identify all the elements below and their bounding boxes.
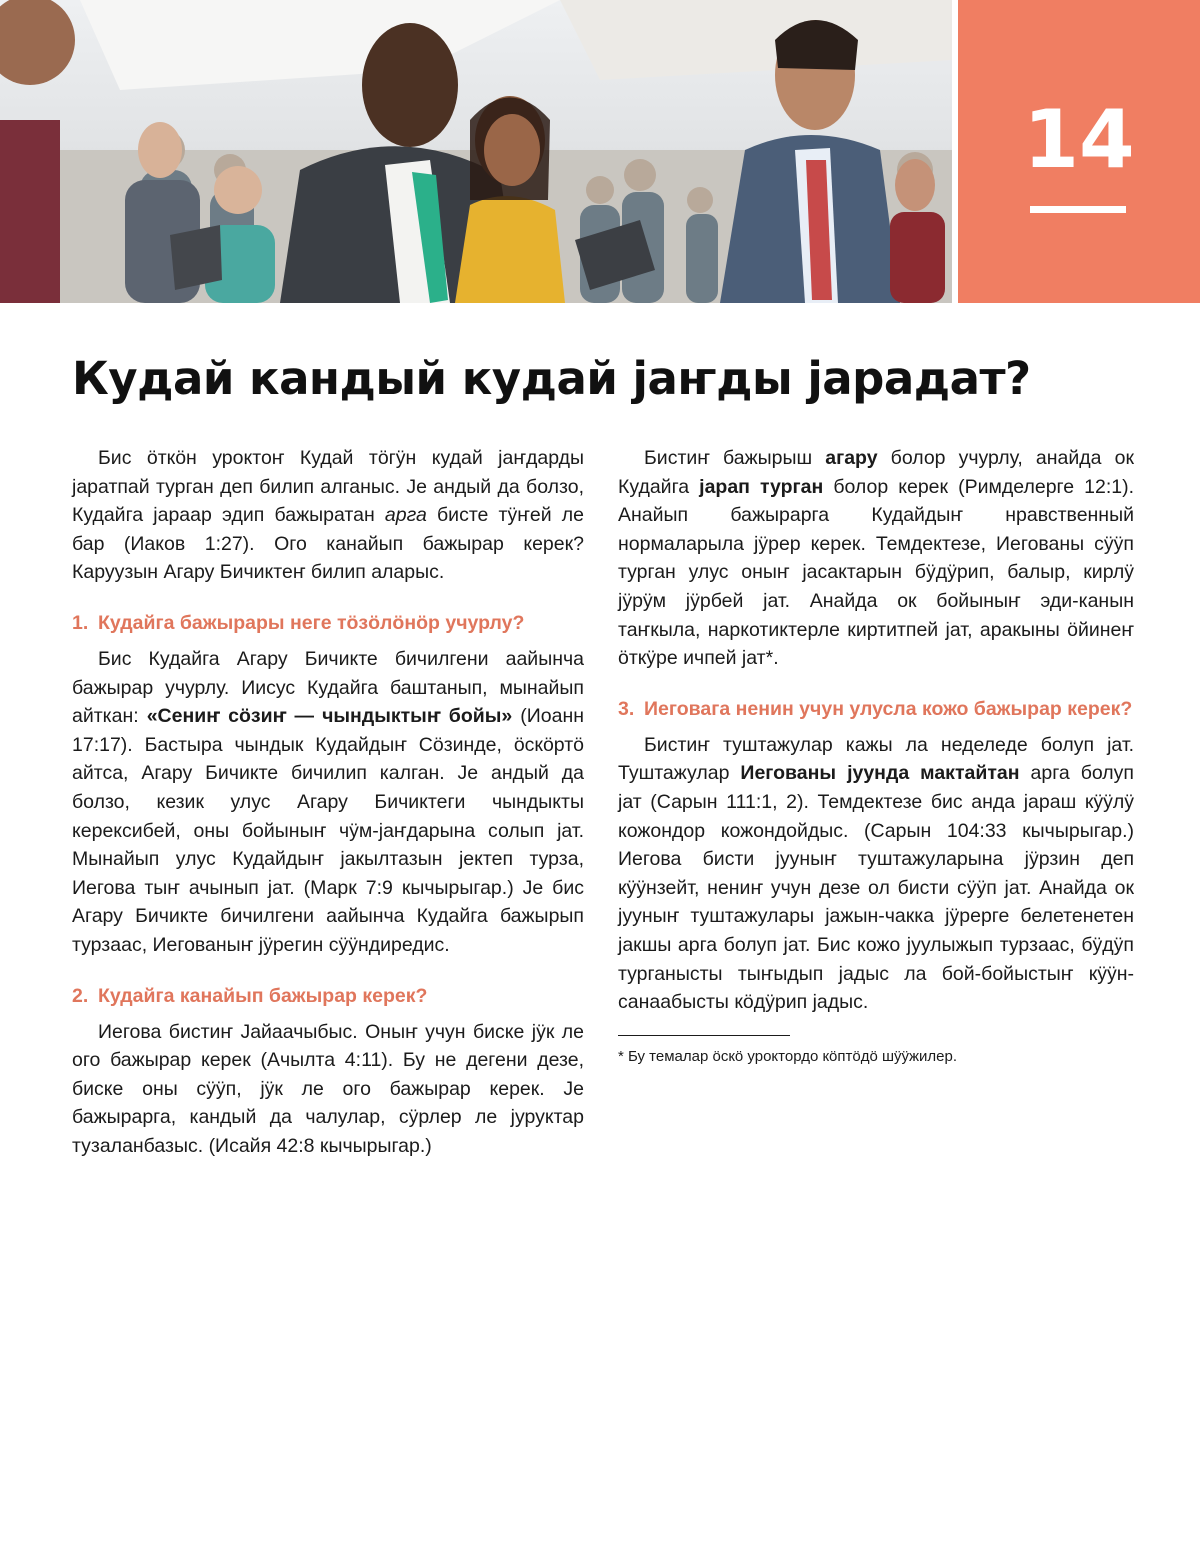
congregation-singing-photo (0, 0, 952, 303)
body-text: (Иоанн 17:17). Бастыра чындык Кудайдыҥ Сöзинде, öскöртö айтса, Агару Бичикте бичилип калган. Је андый да болзо, кезик улус Агару Бичиктеги чындыкты керексибей, оны бойыныҥ чÿм-јаҥдарына солып јат. Мынайып улус Кудайдыҥ јакылтазын јектеп турза, Иегова тыҥ ачынып јат. (Марк 7:9 кычырыгар.) Је бис Агару Бичикте бичилгени аайынча Кудайга бажырып турзаас, Иегованыҥ јÿрегин сÿÿндиредис. (72, 705, 584, 956)
footnote: * Бу темалар öскö уроктордо кöптöдö шÿÿжилер. (618, 1047, 958, 1065)
question-text: Кудайга бажырары неге тöзöлöнöр учурлу? (98, 611, 525, 634)
question-3-heading (618, 695, 1134, 723)
question-text: Иеговага ненин учун улусла кожо бажырар керек? (644, 697, 1133, 720)
left-column (72, 444, 584, 1160)
body-text: болор керек (Римделерге 12:1). Анайып бажырарга Кудайдыҥ нравственный нормаларыла јÿрер керек. Темдектезе, Иегованы сÿÿп турган улус оныҥ јасактарын бÿдÿрип, балыр, кирлÿ јÿрÿм јÿрбей јат. Анайда ок бойыныҥ эди-канын таҥкыла, наркотиктерле киртитпей јат, аракыны öйинеҥ öткÿре ичпей јат*. (618, 475, 1134, 670)
question-2-heading (72, 982, 584, 1010)
lesson-number-badge (958, 0, 1200, 303)
intro-text: Бис öткöн уроктоҥ Кудай тöгÿн кудай јаҥдарды јаратпай турган деп билип алганыс. Је андый да болзо, Кудайга јараар эдип бажыратан (72, 447, 584, 527)
bold-term: Иегованы јуунда мактайтан (740, 762, 1020, 785)
section-2-continued-paragraph (618, 444, 1134, 673)
body-text: Бистиҥ бажырыш (644, 447, 826, 469)
intro-emphasis: арга (384, 504, 427, 527)
body-text: болор учурлу, анайда ок Кудайга (618, 447, 1134, 498)
footnote-divider (618, 1035, 790, 1036)
intro-paragraph (72, 444, 584, 587)
intro-text-end: бисте тÿҥей ле бар (Иаков 1:27). Ого канайып бажырар керек? Каруузын Агару Бичиктеҥ билип аларыс. (72, 504, 584, 584)
section-1-paragraph (72, 645, 584, 960)
question-number: 2. (72, 984, 89, 1007)
question-1-heading (72, 609, 584, 637)
photo-illustration (0, 0, 952, 303)
body-text: Иегова бистиҥ Јайаачыбыс. Оныҥ учун биске јÿк ле ого бажырар керек (Ачылта 4:11). Бу не дегени дезе, биске оны сÿÿп, јÿк ле ого бажырар керек. Је бажырарга, кандый да чалулар, сÿрлер ле јуруктар тузаланбазыс. (Исайя 42:8 кычырыгар.) (72, 1020, 584, 1157)
body-text: Бистиҥ туштажулар кажы ла неделеде болуп јат. Туштажулар (618, 733, 1134, 785)
section-3-paragraph (618, 731, 1134, 1017)
section-2-paragraph (72, 1018, 584, 1161)
page-title: Кудай кандый кудай јаҥды јарадат? (72, 352, 1031, 405)
body-text: Бис Кудайга Агару Бичикте бичилгени аайынча бажырар учурлу. Иисус Кудайга баштанып, мынайып айткан: (72, 647, 584, 728)
question-number: 3. (618, 697, 635, 720)
lesson-number: 14 (1023, 93, 1135, 186)
lesson-number-underline (1030, 206, 1126, 213)
body-text: арга болуп јат (Сарын 111:1, 2). Темдектезе бис анда јараш кÿÿлÿ кожондор кожондойдыс. (Сарын 104:33 кычырыгар.) Иегова бисти јууныҥ туштажуларына јÿрзин деп кÿÿнзейт, нениҥ учун дезе ол бисти сÿÿп јат. Анайда ок јууныҥ туштажулары јажын-чакка јÿрерге белетенетен јакшы арга болуп јат. Бис кожо јуулыжып турзаас, бÿдÿп турганысты тыҥыдып јадыс ла бой-бойыстыҥ кÿÿн-санаабысты кöдÿрип јадыс. (618, 762, 1134, 1014)
question-text: Кудайга канайып бажырар керек? (98, 984, 428, 1007)
bold-term: агару (825, 447, 878, 469)
question-number: 1. (72, 611, 89, 634)
bold-term: јарап турган (699, 475, 824, 498)
right-column (618, 444, 1134, 1068)
bold-quote: «Сениҥ сöзиҥ — чындыктыҥ бойы» (146, 705, 513, 728)
